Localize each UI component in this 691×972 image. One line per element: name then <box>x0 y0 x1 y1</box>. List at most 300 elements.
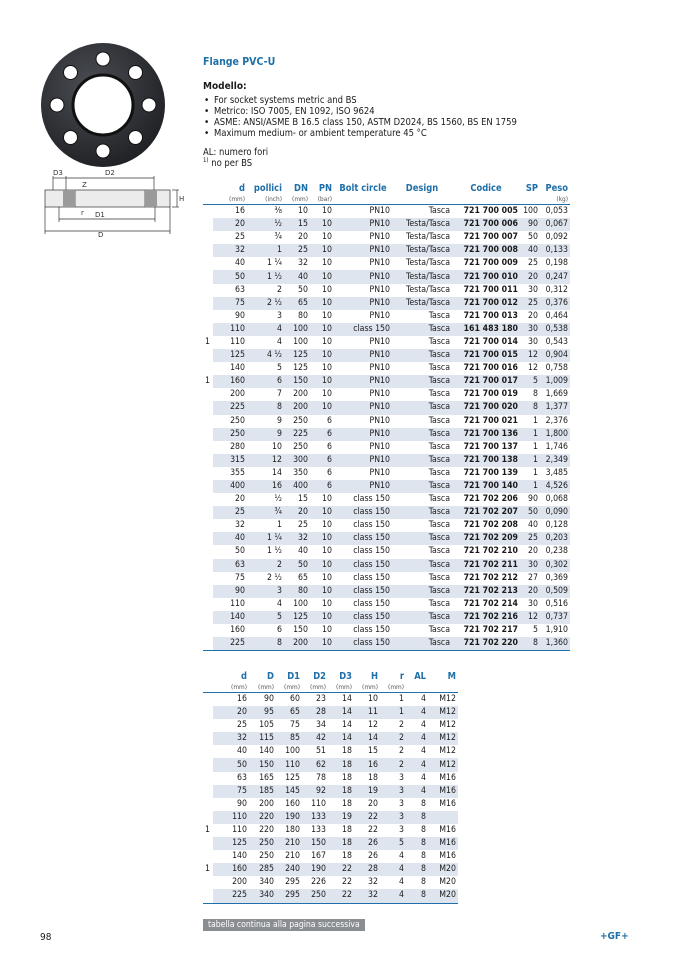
table-cell-bolt: PN10 <box>334 244 392 257</box>
table-cell-inch: 1 ¼ <box>266 258 282 269</box>
table-cell-inch: 3 <box>247 585 284 598</box>
table-cell-inch: 5 <box>277 363 282 374</box>
table-cell-dn: 32 <box>298 258 308 269</box>
table-cell-design: Testa/Tasca <box>406 258 450 269</box>
table-cell-d3: 18 <box>328 758 354 771</box>
table-cell-bolt: PN10 <box>369 284 390 295</box>
table-cell-sp: 12 <box>520 349 540 362</box>
table-cell-pn: 10 <box>310 401 334 414</box>
table-cell-m: M16 <box>439 824 456 835</box>
table-cell-m: M12 <box>439 746 456 757</box>
table-cell-d: 20 <box>213 706 249 719</box>
table-cell-d: 75 <box>213 297 247 310</box>
table-cell-r: 3 <box>399 824 404 835</box>
table-cell-d2: 92 <box>302 785 328 798</box>
footnote-marker <box>203 428 213 441</box>
table-cell-d2: 51 <box>316 746 326 757</box>
table-cell-d: 95 <box>249 706 276 719</box>
table-cell-pn: 10 <box>322 520 332 531</box>
table-cell-design: Tasca <box>428 598 450 609</box>
table-cell-pn: 10 <box>322 546 332 557</box>
table-row <box>203 706 458 719</box>
table-cell-d: 355 <box>230 467 245 478</box>
table-row <box>203 467 570 480</box>
column-header: Peso <box>545 183 568 194</box>
footnote-marker <box>203 719 213 732</box>
table-cell-inch: 4 ½ <box>247 349 284 362</box>
table-cell-code: 721 700 014 <box>463 336 518 347</box>
table-cell-d1: 210 <box>276 837 302 850</box>
table-cell-peso: 1,009 <box>540 375 570 388</box>
table-cell-r: 4 <box>380 889 406 903</box>
table-cell-sp: 90 <box>528 494 538 505</box>
table-cell-peso: 0,312 <box>545 284 568 295</box>
table-cell-d: 110 <box>230 336 245 347</box>
table-cell-peso: 0,203 <box>540 532 570 545</box>
table-row <box>203 428 570 441</box>
table-cell-peso: 0,904 <box>540 349 570 362</box>
table-cell-design: Testa/Tasca <box>392 218 452 231</box>
column-unit: (mm) <box>380 683 406 693</box>
table-cell-d: 225 <box>213 637 247 651</box>
table-cell-sp: 40 <box>528 520 538 531</box>
label-z: Z <box>82 181 87 189</box>
table-cell-design: Tasca <box>428 625 450 636</box>
table-cell-d1: 190 <box>276 811 302 824</box>
table-cell-code: 721 700 012 <box>452 297 520 310</box>
table-cell-sp: 30 <box>520 559 540 572</box>
table-cell-d2: 28 <box>302 706 328 719</box>
table-cell-dn: 20 <box>284 506 310 519</box>
column-unit <box>428 683 458 693</box>
product-table <box>203 183 570 651</box>
table-cell-d1: 110 <box>276 758 302 771</box>
table-cell-pn: 10 <box>310 270 334 283</box>
table-cell-m: M12 <box>439 720 456 731</box>
footnote-marker <box>203 257 213 270</box>
table-cell-design: Testa/Tasca <box>406 232 450 243</box>
table-cell-code: 721 702 209 <box>452 532 520 545</box>
table-cell-peso: 1,910 <box>545 625 568 636</box>
table-cell-design: Tasca <box>428 441 450 452</box>
table-cell-design: Testa/Tasca <box>392 297 452 310</box>
table-cell-dn: 50 <box>298 284 308 295</box>
table-cell-dn: 20 <box>298 232 308 243</box>
table-cell-m: M16 <box>439 798 456 809</box>
spec-bullet-list <box>203 95 517 139</box>
footnote-marker: 1 <box>203 336 213 349</box>
table-cell-design: Testa/Tasca <box>392 270 452 283</box>
column-unit <box>392 195 452 205</box>
table-cell-sp: 20 <box>520 585 540 598</box>
table-cell-dn: 25 <box>298 520 308 531</box>
table-cell-peso: 0,516 <box>545 598 568 609</box>
table-cell-bolt: class 150 <box>353 625 390 636</box>
table-cell-al: 4 <box>406 785 428 798</box>
table-cell-pn: 10 <box>322 598 332 609</box>
table-row <box>203 889 458 903</box>
table-cell-inch: 9 <box>247 428 284 441</box>
table-cell-design: Tasca <box>428 389 450 400</box>
table-cell-peso: 0,198 <box>545 258 568 269</box>
table-cell-bolt: PN10 <box>369 336 390 347</box>
table-cell-inch: 4 <box>277 336 282 347</box>
table-cell-dn: 32 <box>284 532 310 545</box>
column-unit: (mm) <box>276 683 302 693</box>
table-cell-d: 25 <box>237 720 247 731</box>
table-cell-d: 250 <box>213 428 247 441</box>
section-title: Flange PVC-U <box>203 56 276 68</box>
table-cell-pn: 10 <box>322 284 332 295</box>
spec-bullet: • ASME: ANSI/ASME B 16.5 class 150, ASTM D2024, BS 1560, BS EN 1759 <box>203 117 517 128</box>
table-row <box>203 257 570 270</box>
table-cell-dn: 15 <box>298 494 308 505</box>
al-note: AL: numero fori <box>203 147 269 158</box>
table-cell-r: 4 <box>399 851 404 862</box>
table-cell-pn: 10 <box>322 258 332 269</box>
table-cell-bolt: PN10 <box>334 375 392 388</box>
table-cell-bolt: PN10 <box>369 389 390 400</box>
table-cell-al: 8 <box>421 851 426 862</box>
table-cell-d2: 250 <box>302 889 328 903</box>
table-cell-m: M12 <box>428 732 458 745</box>
footnote-marker <box>203 493 213 506</box>
table-cell-dn: 65 <box>284 297 310 310</box>
table-cell-sp: 27 <box>528 572 538 583</box>
table-cell-design: Tasca <box>392 349 452 362</box>
table-cell-al: 4 <box>421 694 426 705</box>
footnote-marker <box>203 798 213 811</box>
table-cell-d: 400 <box>213 480 247 493</box>
table-cell-d2: 133 <box>311 824 326 835</box>
table-cell-inch: 2 <box>277 284 282 295</box>
table-cell-sp: 1 <box>533 415 538 426</box>
table-cell-h: 26 <box>368 851 378 862</box>
table-cell-pn: 10 <box>310 559 334 572</box>
table-cell-m: M16 <box>439 851 456 862</box>
table-cell-inch: ¾ <box>274 232 282 243</box>
table-cell-r: 1 <box>399 694 404 705</box>
footnote-marker <box>203 270 213 283</box>
table-cell-d3: 18 <box>342 746 352 757</box>
table-cell-code: 721 702 214 <box>463 598 518 609</box>
table-cell-d: 225 <box>213 889 249 903</box>
table-cell-d: 20 <box>235 494 245 505</box>
column-header: r <box>399 671 404 682</box>
table-cell-h: 15 <box>368 746 378 757</box>
table-row <box>203 388 570 401</box>
table-cell-r: 5 <box>380 837 406 850</box>
table-cell-design: Tasca <box>392 428 452 441</box>
table-cell-sp: 30 <box>528 284 538 295</box>
table-row <box>203 824 458 837</box>
table-cell-r: 4 <box>399 877 404 888</box>
table-cell-d3: 18 <box>342 772 352 783</box>
table-cell-bolt: class 150 <box>334 323 392 336</box>
table-cell-d: 125 <box>213 349 247 362</box>
footnote-marker <box>203 388 213 401</box>
table-cell-inch: 4 <box>277 598 282 609</box>
footnote-marker <box>203 218 213 231</box>
table-cell-sp: 40 <box>520 244 540 257</box>
table-cell-inch: 16 <box>247 480 284 493</box>
table-cell-pn: 10 <box>310 585 334 598</box>
table-cell-d: 90 <box>235 310 245 321</box>
table-cell-d: 63 <box>235 284 245 295</box>
table-cell-dn: 250 <box>293 415 308 426</box>
table-cell-d: 250 <box>230 415 245 426</box>
table-cell-d2: 190 <box>302 863 328 876</box>
table-row <box>203 205 570 219</box>
table-cell-d: 140 <box>259 746 274 757</box>
table-cell-sp: 30 <box>528 598 538 609</box>
table-cell-dn: 125 <box>284 349 310 362</box>
table-cell-d: 220 <box>259 824 274 835</box>
table-row <box>203 493 570 506</box>
table-cell-h: 14 <box>354 732 380 745</box>
column-unit: (mm) <box>302 683 328 693</box>
table-cell-dn: 225 <box>284 428 310 441</box>
table-cell-code: 721 702 213 <box>452 585 520 598</box>
table-cell-dn: 200 <box>284 637 310 651</box>
label-d1: D1 <box>95 211 105 219</box>
table-cell-dn: 80 <box>298 310 308 321</box>
table-cell-code: 721 702 207 <box>452 506 520 519</box>
table-row <box>203 401 570 414</box>
table-cell-pn: 10 <box>310 244 334 257</box>
table-cell-d: 250 <box>259 851 274 862</box>
table-cell-inch: 2 ½ <box>247 297 284 310</box>
table-cell-dn: 15 <box>284 218 310 231</box>
table-cell-dn: 10 <box>298 206 308 217</box>
table-cell-d: 90 <box>237 798 247 809</box>
table-cell-code: 721 700 015 <box>452 349 520 362</box>
table-row <box>203 572 570 585</box>
footnote-marker <box>203 401 213 414</box>
column-unit: (mm) <box>249 683 276 693</box>
footnote-marker <box>203 611 213 624</box>
table-cell-code: 721 700 139 <box>463 467 518 478</box>
table-cell-d3: 18 <box>328 837 354 850</box>
table-cell-sp: 1 <box>533 467 538 478</box>
table-cell-code: 721 700 016 <box>463 363 518 374</box>
table-cell-sp: 25 <box>520 532 540 545</box>
table-cell-d: 90 <box>213 585 247 598</box>
table-cell-d1: 65 <box>276 706 302 719</box>
column-unit: (mm) <box>284 195 310 205</box>
table-cell-inch: 6 <box>277 625 282 636</box>
table-cell-d: 250 <box>249 837 276 850</box>
table-cell-design: Tasca <box>392 611 452 624</box>
table-cell-inch: 9 <box>277 415 282 426</box>
footnote-marker <box>203 454 213 467</box>
table-row <box>203 362 570 375</box>
label-d3: D3 <box>53 169 63 177</box>
table-cell-bolt: PN10 <box>369 206 390 217</box>
table-cell-inch: ½ <box>247 218 284 231</box>
table-cell-h: 19 <box>354 785 380 798</box>
table-cell-pn: 10 <box>322 389 332 400</box>
table-cell-al: 8 <box>406 837 428 850</box>
table-cell-design: Tasca <box>392 585 452 598</box>
table-row <box>203 519 570 532</box>
table-cell-code: 721 702 206 <box>463 494 518 505</box>
table-cell-inch: 1 <box>277 520 282 531</box>
table-cell-h: 32 <box>354 889 380 903</box>
table-cell-d: 40 <box>237 746 247 757</box>
table-cell-d: 32 <box>213 732 249 745</box>
column-unit <box>334 195 392 205</box>
table-cell-d3: 18 <box>342 824 352 835</box>
table-cell-m <box>428 811 458 824</box>
table-cell-d: 90 <box>264 694 274 705</box>
footnote-marker <box>203 480 213 493</box>
footnote <box>203 157 252 169</box>
table-cell-dn: 400 <box>284 480 310 493</box>
table-cell-inch: 12 <box>247 454 284 467</box>
table-cell-peso: 2,376 <box>545 415 568 426</box>
table-cell-d: 40 <box>235 258 245 269</box>
table-cell-peso: 1,377 <box>540 401 570 414</box>
footnote-marker <box>203 362 213 375</box>
column-header: H <box>371 671 378 682</box>
table-cell-d1: 160 <box>285 798 300 809</box>
table-cell-peso: 0,133 <box>540 244 570 257</box>
table-cell-dn: 125 <box>293 363 308 374</box>
footnote-marker: 1 <box>203 375 213 388</box>
table-cell-d: 225 <box>213 401 247 414</box>
table-cell-d: 200 <box>232 877 247 888</box>
table-cell-design: Testa/Tasca <box>406 284 450 295</box>
footnote-marker <box>203 297 213 310</box>
footnote-mark: 1) <box>203 157 209 164</box>
table-cell-design: Tasca <box>428 415 450 426</box>
table-cell-sp: 25 <box>520 297 540 310</box>
table-cell-sp: 20 <box>520 270 540 283</box>
table-cell-al: 4 <box>406 758 428 771</box>
table-cell-m: M12 <box>428 758 458 771</box>
table-row <box>203 559 570 572</box>
table-cell-al: 8 <box>406 811 428 824</box>
table-cell-d3: 14 <box>328 706 354 719</box>
table-cell-sp: 30 <box>520 323 540 336</box>
column-header: DN <box>294 183 308 194</box>
table-cell-bolt: PN10 <box>334 297 392 310</box>
table-row <box>203 415 570 428</box>
table-cell-d: 63 <box>213 559 247 572</box>
table-cell-code: 721 700 140 <box>452 480 520 493</box>
table-cell-al: 4 <box>421 746 426 757</box>
table-cell-m: M16 <box>428 785 458 798</box>
table-cell-code: 721 702 216 <box>452 611 520 624</box>
table-cell-d: 32 <box>235 520 245 531</box>
table-cell-d: 115 <box>249 732 276 745</box>
table-cell-d3: 14 <box>328 732 354 745</box>
table-cell-m: M20 <box>439 877 456 888</box>
table-cell-sp: 100 <box>523 206 538 217</box>
footnote-marker <box>203 772 213 785</box>
footnote-marker <box>203 532 213 545</box>
table-cell-sp: 8 <box>520 401 540 414</box>
table-cell-dn: 40 <box>298 546 308 557</box>
column-header: D <box>267 671 274 682</box>
table-cell-inch: 1 ½ <box>247 270 284 283</box>
table-cell-sp: 1 <box>520 428 540 441</box>
column-unit: (kg) <box>540 195 570 205</box>
table-cell-peso: 0,464 <box>545 310 568 321</box>
table-cell-design: Tasca <box>428 546 450 557</box>
column-unit: (mm) <box>213 683 249 693</box>
table-cell-code: 721 700 008 <box>452 244 520 257</box>
footnote-marker <box>203 519 213 532</box>
table-cell-peso: 1,800 <box>540 428 570 441</box>
footnote-marker <box>203 876 213 889</box>
table-cell-d: 20 <box>213 218 247 231</box>
footnote-marker <box>203 837 213 850</box>
column-unit <box>452 195 520 205</box>
table-cell-peso: 0,509 <box>540 585 570 598</box>
table-cell-r: 3 <box>399 798 404 809</box>
table-cell-d: 16 <box>235 206 245 217</box>
table-cell-d: 25 <box>213 506 247 519</box>
table-cell-code: 721 700 009 <box>463 258 518 269</box>
table-cell-d: 185 <box>249 785 276 798</box>
table-cell-d1: 75 <box>290 720 300 731</box>
table-cell-dn: 350 <box>293 467 308 478</box>
table-cell-code: 721 702 217 <box>463 625 518 636</box>
table-cell-peso: 0,247 <box>540 270 570 283</box>
table-row <box>203 772 458 785</box>
table-cell-design: Tasca <box>428 310 450 321</box>
table-cell-code: 721 700 013 <box>463 310 518 321</box>
footnote-marker <box>203 205 213 219</box>
table-cell-sp: 30 <box>528 336 538 347</box>
table-row <box>203 231 570 244</box>
table-cell-pn: 6 <box>310 428 334 441</box>
table-cell-dn: 125 <box>284 611 310 624</box>
table-cell-pn: 10 <box>310 218 334 231</box>
table-cell-sp: 25 <box>528 258 538 269</box>
table-cell-dn: 100 <box>293 598 308 609</box>
footnote-marker <box>203 545 213 558</box>
table-cell-pn: 6 <box>310 454 334 467</box>
dimensions-table <box>203 671 458 904</box>
table-cell-m: M12 <box>439 694 456 705</box>
column-header: D1 <box>287 671 300 682</box>
table-cell-d1: 100 <box>285 746 300 757</box>
table-cell-design: Tasca <box>392 401 452 414</box>
table-cell-pn: 6 <box>310 480 334 493</box>
table-cell-code: 721 700 006 <box>452 218 520 231</box>
table-cell-pn: 10 <box>310 506 334 519</box>
table-row <box>203 863 458 876</box>
table-cell-peso: 0,369 <box>545 572 568 583</box>
table-cell-r: 2 <box>399 746 404 757</box>
continued-note: tabella continua alla pagina successiva <box>203 919 365 931</box>
table-cell-inch: 2 <box>247 559 284 572</box>
table-cell-pn: 10 <box>322 625 332 636</box>
table-cell-r: 3 <box>380 785 406 798</box>
table-cell-m: M16 <box>439 772 456 783</box>
table-cell-dn: 65 <box>298 572 308 583</box>
table-cell-peso: 0,538 <box>540 323 570 336</box>
table-cell-bolt: class 150 <box>334 559 392 572</box>
table-row <box>203 758 458 771</box>
table-cell-design: Tasca <box>392 506 452 519</box>
table-cell-sp: 1 <box>533 441 538 452</box>
spec-bullet: • Metrico: ISO 7005, EN 1092, ISO 9624 <box>203 106 517 117</box>
table-cell-h: 26 <box>354 837 380 850</box>
